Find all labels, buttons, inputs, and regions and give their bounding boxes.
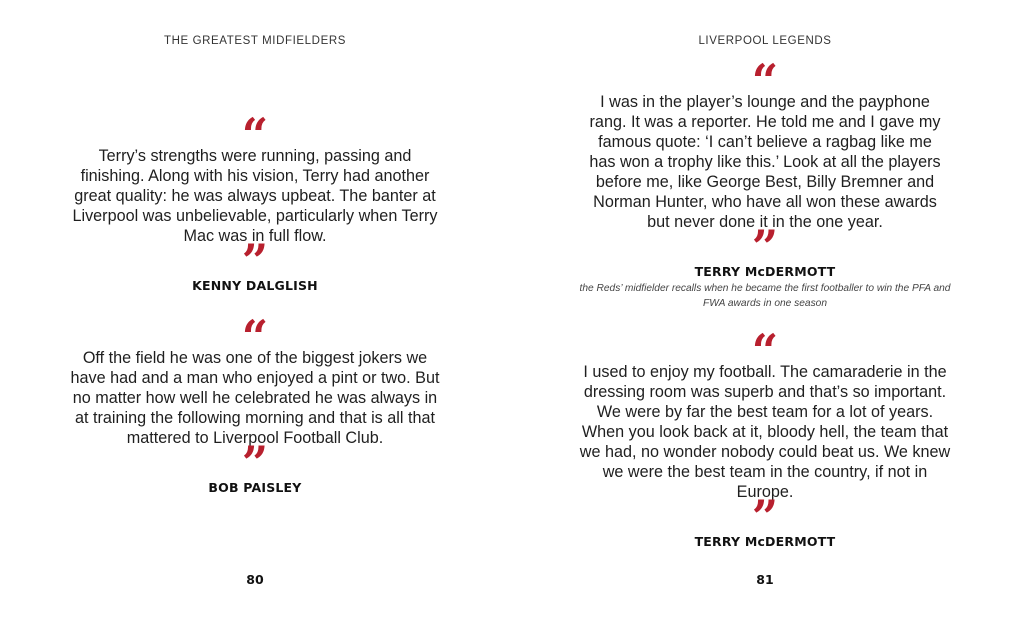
quote-speaker: TERRY McDERMOTT — [694, 264, 836, 279]
quote-caption: the Reds’ midfielder recalls when he became the first footballer to win the PFA and FWA awards in one season — [579, 283, 951, 309]
quote-block — [0, 310, 510, 495]
quote-text: Terry’s strengths were running, passing and finishing. Along with his vision, Terry had another great quality: he was always upbeat. The banter at Liverpool was unbelievable, particularly when Terry Mac was in full flow. — [72, 147, 438, 245]
quote-block — [0, 108, 510, 293]
quote-text: I was in the player’s lounge and the payphone rang. It was a reporter. He told me and I gave my famous quote: ‘I can’t believe a ragbag like me has won a trophy like this.’ Look at all the players before me, like George Best, Billy Bremner and Norman Hunter, who have all won these awards but never done it in the one year. — [589, 93, 941, 231]
quote-speaker: KENNY DALGLISH — [192, 278, 318, 293]
running-head: LIVERPOOL LEGENDS — [698, 35, 832, 47]
quote-text: I used to enjoy my football. The camaraderie in the dressing room was superb and that’s so important. We were by far the best team for a lot of years. When you look back at it, bloody hell, the team that we had, no wonder nobody could beat us. We knew we were the best team in the country, if not in Europe. — [579, 363, 951, 501]
quote-speaker: BOB PAISLEY — [208, 480, 302, 495]
open-quote-icon: “ — [751, 324, 779, 378]
close-quote-icon: ” — [751, 490, 779, 544]
quote-block — [510, 324, 1020, 549]
open-quote-icon: “ — [241, 310, 269, 364]
running-head: THE GREATEST MIDFIELDERS — [163, 35, 347, 47]
quote-speaker: TERRY McDERMOTT — [694, 534, 836, 549]
quote-block — [510, 54, 1020, 311]
close-quote-icon: ” — [751, 220, 779, 274]
open-quote-icon: “ — [751, 54, 779, 108]
close-quote-icon: ” — [241, 234, 269, 288]
close-quote-icon: ” — [241, 436, 269, 490]
page-number: 80 — [246, 572, 264, 587]
page-number: 81 — [756, 572, 774, 587]
quote-text: Off the field he was one of the biggest jokers we have had and a man who enjoyed a pint or two. But no matter how well he celebrated he was always in at training the following morning and that is all that mattered to Liverpool Football Club. — [70, 349, 440, 447]
right-page — [510, 0, 1020, 618]
open-quote-icon: “ — [241, 108, 269, 162]
